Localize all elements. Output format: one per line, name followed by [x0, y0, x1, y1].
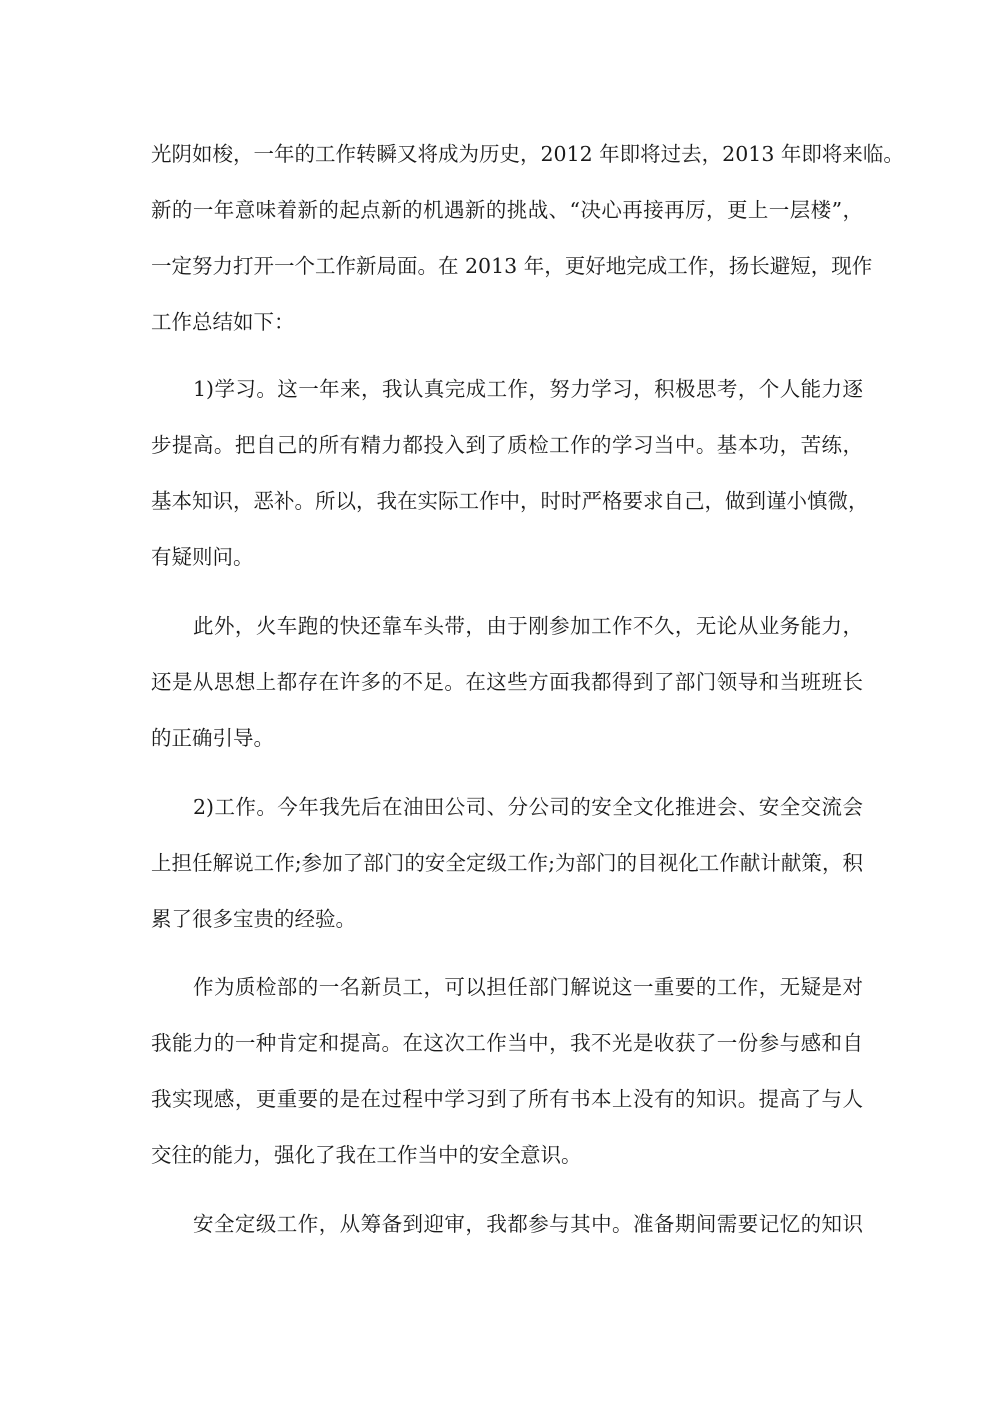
- text-line: 的正确引导。: [151, 726, 274, 750]
- text-line: 步提高。把自己的所有精力都投入到了质检工作的学习当中。基本功，苦练，: [151, 433, 863, 457]
- text-line: 工作总结如下：: [151, 310, 295, 334]
- text-line: 作为质检部的一名新员工，可以担任部门解说这一重要的工作，无疑是对: [193, 975, 863, 999]
- text-line: 1)学习。这一年来，我认真完成工作，努力学习，积极思考，个人能力逐: [193, 377, 863, 401]
- text-line: 2)工作。今年我先后在油田公司、分公司的安全文化推进会、安全交流会: [193, 795, 863, 819]
- text-line: 我实现感，更重要的是在过程中学习到了所有书本上没有的知识。提高了与人: [151, 1087, 863, 1111]
- text-line: 有疑则问。: [151, 545, 254, 569]
- text-line: 累了很多宝贵的经验。: [151, 907, 356, 931]
- text-line: 安全定级工作，从筹备到迎审，我都参与其中。准备期间需要记忆的知识: [193, 1212, 863, 1236]
- text-line: 交往的能力，强化了我在工作当中的安全意识。: [151, 1143, 582, 1167]
- text-line: 此外，火车跑的快还靠车头带，由于刚参加工作不久，无论从业务能力，: [193, 614, 863, 638]
- text-line: 上担任解说工作;参加了部门的安全定级工作;为部门的目视化工作献计献策，积: [151, 851, 863, 875]
- text-line: 我能力的一种肯定和提高。在这次工作当中，我不光是收获了一份参与感和自: [151, 1031, 863, 1055]
- text-line: 一定努力打开一个工作新局面。在 2013 年，更好地完成工作，扬长避短，现作: [151, 254, 873, 278]
- text-line: 基本知识，恶补。所以，我在实际工作中，时时严格要求自己，做到谨小慎微，: [151, 489, 869, 513]
- text-line: 光阴如梭，一年的工作转瞬又将成为历史，2012 年即将过去，2013 年即将来临。: [151, 142, 904, 166]
- text-line: 新的一年意味着新的起点新的机遇新的挑战、“决心再接再厉，更上一层楼”，: [151, 198, 863, 222]
- text-line: 还是从思想上都存在许多的不足。在这些方面我都得到了部门领导和当班班长: [151, 670, 863, 694]
